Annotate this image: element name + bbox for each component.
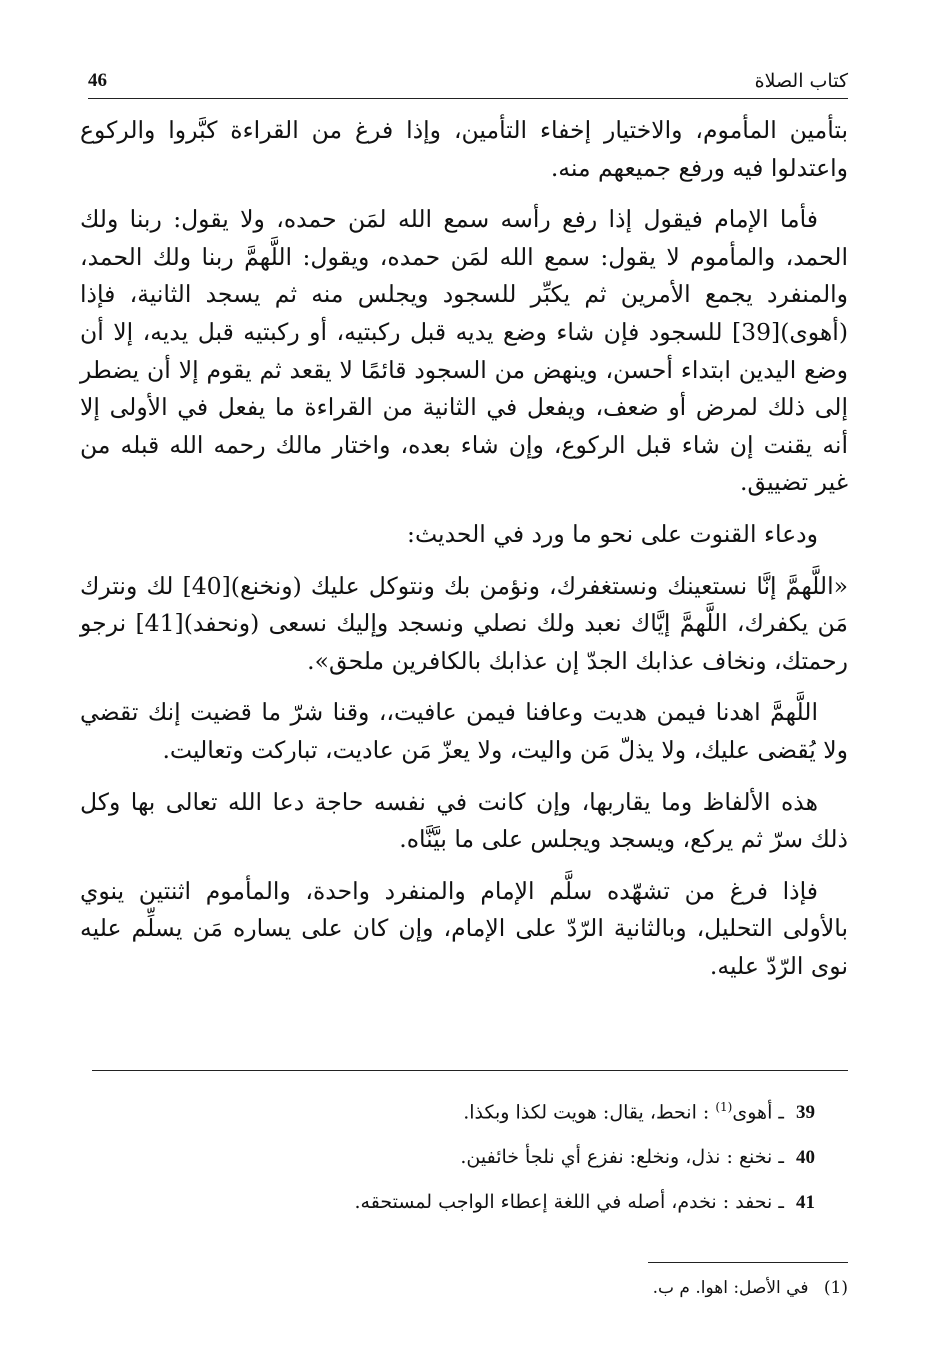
paragraph: فإذا فرغ من تشهّده سلَّم الإمام والمنفرد واحدة، والمأموم اثنتين ينوي بالأولى التحليل، وبالثانية الرّدّ على الإمام، وإن كان على يساره مَن يسلِّم عليه نوى الرّدّ عليه. bbox=[80, 876, 848, 980]
glossary-item bbox=[92, 1135, 815, 1180]
glossary-item bbox=[92, 1085, 815, 1135]
note-marker: (1) bbox=[715, 1100, 733, 1114]
glossary-number: 39 bbox=[796, 1102, 815, 1124]
glossary-term: ـ نحفد bbox=[735, 1191, 784, 1214]
footnote-divider bbox=[648, 1262, 848, 1263]
paragraph: بتأمين المأموم، والاختيار إخفاء التأمين، وإذا فرغ من القراءة كبَّروا والركوع واعتدلوا فيه ورفع جميعهم منه. bbox=[80, 116, 848, 182]
paragraph: فأما الإمام فيقول إذا رفع رأسه سمع الله لمَن حمده، ولا يقول: ربنا ولك الحمد، والمأموم لا يقول: سمع الله لمَن حمده، ويقول: اللَّهمَّ ربنا ولك الحمد، والمنفرد يجمع الأمرين ثم يكبِّر للسجود ويجلس منه ثم يسجد الثانية، فإذا (أهوى)[39] للسجود فإن شاء وضع يديه قبل ركبتيه، أو ركبتيه قبل يديه، إلا أن وضع اليدين ابتداء أحسن، وينهض من السجود قائمًا لا يقعد ثم يقوم إلا أن يضطر إلى ذلك لمرض أو ضعف، ويفعل في الثانية من القراءة ما يفعل في الأولى إلا أنه يقنت إن شاء قبل الركوع، وإن شاء بعده، واختار مالك رحمه الله قبله من غير تضييق. bbox=[80, 205, 848, 497]
paragraph: ودعاء القنوت على نحو ما ورد في الحديث: bbox=[407, 519, 818, 548]
paragraph-quote: «اللَّهمَّ إنَّا نستعينك ونستغفرك، ونؤمن بك ونتوكل عليك (ونخنع)[40] لك ونترك مَن يكفرك، اللَّهمَّ إيَّاك نعبد ولك نصلي ونسجد وإليك نسعى (ونحفد)[41] نرجو رحمتك، ونخاف عذابك الجدّ إن عذابك بالكافرين ملحق». bbox=[80, 571, 849, 675]
paragraph: هذه الألفاظ وما يقاربها، وإن كانت في نفسه حاجة دعا الله تعالى بها وكل ذلك سرّ ثم يركع، ويسجد ويجلس على ما بيَّنَّاه. bbox=[80, 787, 848, 854]
glossary-number: 41 bbox=[796, 1192, 815, 1214]
glossary-item bbox=[92, 1180, 815, 1225]
paragraph: اللَّهمَّ اهدنا فيمن هديت وعافنا فيمن عافيت،، وقنا شرّ ما قضيت إنك تقضي ولا يُقضى عليك، ولا يذلّ مَن واليت، ولا يعزّ مَن عاديت، تباركت وتعاليت. bbox=[80, 698, 848, 764]
glossary-definition: : نخدم، أصله في اللغة إعطاء الواجب لمستحقه. bbox=[354, 1191, 730, 1214]
running-title: كتاب الصلاة bbox=[754, 70, 848, 92]
footnote bbox=[92, 1274, 848, 1302]
glossary-divider bbox=[92, 1070, 848, 1071]
glossary-definition: : نذل، ونخلع: نفزع أي نلجأ خائفين. bbox=[460, 1146, 733, 1169]
glossary bbox=[92, 1085, 815, 1225]
footnotes bbox=[92, 1274, 848, 1302]
footnote-text: في الأصل: اهوا. م ب. bbox=[652, 1278, 809, 1298]
main-text bbox=[80, 112, 848, 999]
glossary-term: ـ أهوى bbox=[732, 1101, 784, 1124]
page-header bbox=[88, 64, 848, 99]
page-number: 46 bbox=[88, 70, 107, 91]
glossary-term: ـ نخنع bbox=[738, 1146, 784, 1169]
glossary-number: 40 bbox=[796, 1147, 815, 1169]
footnote-number: (1) bbox=[823, 1278, 848, 1298]
glossary-definition: : انحط، يقال: هويت لكذا وبكذا. bbox=[463, 1101, 710, 1124]
